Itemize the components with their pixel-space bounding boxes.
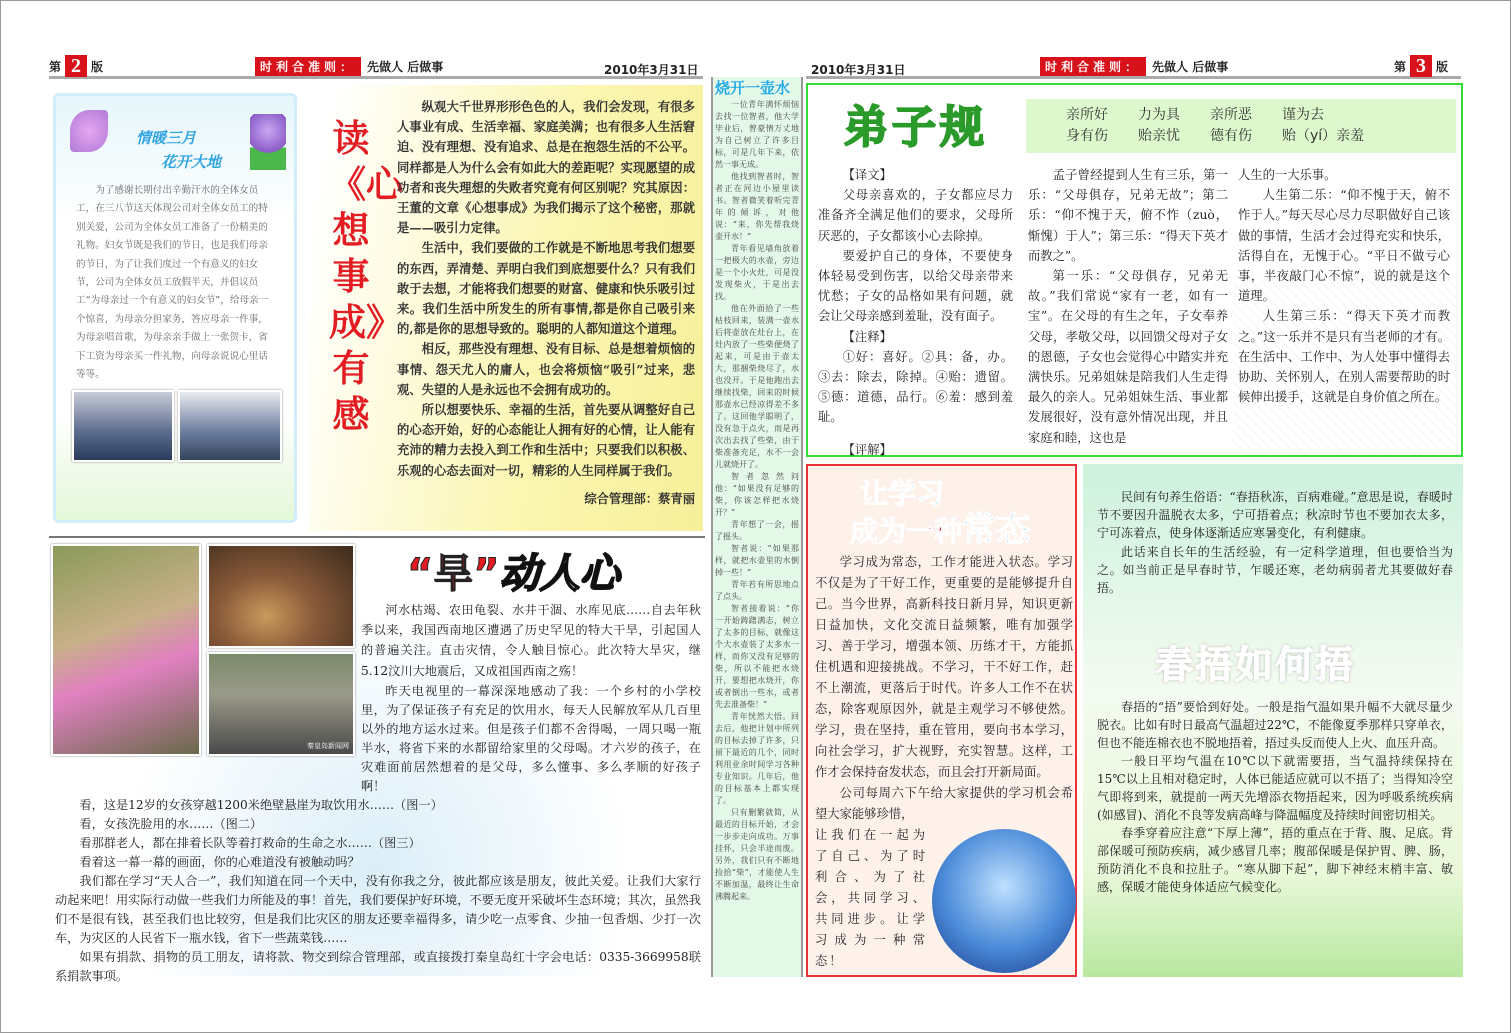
paragraph: 青年看见墙角放着一把极大的水壶，旁边是一个小火灶，可是没发现柴火，于是出去找。 — [715, 244, 799, 301]
page-number — [1394, 55, 1448, 77]
paragraph: 看，女孩洗脸用的水……（图二） — [79, 817, 263, 831]
paragraph: ①好：喜好。②具：备，办。③去：除去，除掉。④贻：遗留。⑤德：道德，品行。⑥羞：感到羞耻。 — [818, 349, 1013, 425]
paragraph: 父母亲喜欢的，子女都应尽力准备齐全满足他们的要求，父母所厌恶的，子女都该小心去除掉。 — [818, 188, 1013, 243]
issue-date: 2010年3月31日 — [604, 63, 699, 77]
paragraph: 他找到智者时，智者正在河边小屋里读书。智者微笑着听完青年的倾诉，对他说：“来，你先帮我烧壶开水！” — [715, 172, 799, 241]
title-line: 花开大地 — [161, 153, 222, 171]
womens-day-box — [53, 93, 297, 523]
paragraph: 要爱护自己的身体，不要使身体轻易受到伤害，以给父母亲带来忧愁；子女的品格如果有问题，就会让父母亲感到羞耻，没有面子。 — [818, 248, 1013, 324]
drought-body-top — [361, 600, 701, 681]
dizigui-col2 — [1028, 165, 1228, 448]
paragraph: 孟子曾经提到人生有三乐，第一乐：“父母俱存，兄弟无故”；第二乐：“仰不愧于天，俯不怍（zuò，惭愧）于人”；第三乐：“得天下英才而教之”。 — [1028, 168, 1228, 263]
paragraph: 青年恍然大悟。回去后，他把计划中所列的目标去掉了许多，只留下最近的几个，同时利用业余时间学习各种专业知识。几年后，他的目标基本上都实现了。 — [715, 712, 799, 805]
womens-day-text — [76, 182, 276, 384]
verse-phrase: 亲所好 — [1066, 107, 1108, 123]
butterfly-icon — [70, 110, 108, 152]
photo-staff-group — [178, 390, 282, 462]
verse-line — [1066, 105, 1456, 126]
verse-phrase: 贻亲忧 — [1138, 128, 1180, 144]
verse-phrase: 德有伤 — [1210, 128, 1252, 144]
paragraph: 生活中，我们要做的工作就是不断地思考我们想要的东西，弄清楚、弄明白我们到底想要什么？只有我们敢于去想，才能将我们想要的财富、健康和快乐吸引过来。我们生活中所发生的所有事情,都是你自己吸引来的,都是你的思想导致的。聪明的人都知道这个道理。 — [397, 240, 695, 337]
paragraph: 第一乐：“父母俱存，兄弟无故。”我们常说“家有一老，如有一宝”。在父母的有生之年，子女奉养父母，孝敬父母，以回馈父母对子女的恩德，子女也会觉得心中踏实并充满快乐。兄弟姐妹是陪我们人生走得最久的亲人。兄弟姐妹生活、事业都发展很好，没有意外情况出现，并且家庭和睦，这也是 — [1028, 269, 1228, 445]
title-part: 常态 — [962, 510, 1031, 550]
paragraph: 公司每周六下午给大家提供的学习机会希望大家能够珍惜， — [815, 786, 1073, 821]
paragraph: 智者说：“如果那样，就把水壶里的水倒掉一些！” — [715, 544, 799, 577]
crocus-flower-icon — [250, 114, 286, 170]
paragraph: 让我们在一起为了自己、为了时利合、为了社会，共同学习、共同进步。让学习成为一种常态！ — [815, 828, 927, 968]
verse-phrase: 亲所恶 — [1210, 107, 1252, 123]
paragraph: 昨天电视里的一幕深深地感动了我：一个乡村的小学校里，为了保证孩子有充足的饮用水，每天人民解放军从几百里以外的地方运水过来。但是孩子们都不舍得喝，一周只喝一瓶半水，将省下来的水都留给家里的父母喝。才六岁的孩子，在灾难面前居然想着的是父母，多么懂事、多么孝顺的好孩子啊！ — [361, 684, 701, 793]
paragraph: 春季穿着应注意“下厚上薄”，捂的重点在于背、腹、足底。背部保暖可预防疾病，减少感冒几率；腹部保暖是保护胃、脾、肠，预防消化不良和拉肚子。“寒从脚下起”，脚下神经末梢丰富、敏感，保暖才能使身体适应气候变化。 — [1097, 826, 1453, 894]
drought-body — [55, 682, 701, 986]
paragraph: 河水枯竭、农田龟裂、水井干涸、水库见底……自去年秋季以来，我国西南地区遭遇了历史罕见的特大干旱，引起国人的普遍关注。直击灾情，令人触目惊心。此次特大旱灾，继5.12汶川大地震后，又成祖国西南之殇！ — [361, 603, 701, 678]
dizigui-section — [806, 83, 1463, 457]
left-page-header — [49, 53, 703, 79]
paragraph: 民间有句养生俗语：“春捂秋冻，百病难碰。”意思是说，春暖时节不要因升温脱衣太多，宁可捂着点；秋凉时节也不要加衣太多，宁可冻着点，使身体逐渐适应寒暑变化，有利健康。 — [1097, 490, 1453, 541]
paragraph: 智者接着说：“你一开始踌躇满志，树立了太多的目标，就像这个大水壶装了太多水一样，而你又没有足够的柴，所以不能把水烧开，要想把水烧开，你或者倒出一些水，或者先去准备柴！” — [715, 604, 799, 709]
paragraph: 青年想了一会，摇了摇头。 — [715, 520, 799, 541]
paragraph: 纵观大千世界形形色色的人，我们会发现，有很多人事业有成、生活幸福、家庭美满；也有很多人生活窘迫、没有理想、没有追求、总是在抱怨生活的不公平。同样都是人为什么会有如此大的差距呢？实现愿望的成功者和丧失理想的失败者究竟有何区别呢？究其原因：王董的文章《心想事成》为我们揭示了这个秘密，那就是——吸引力定律。 — [397, 99, 695, 236]
boil-water-column — [711, 77, 803, 977]
right-page-header — [806, 53, 1461, 79]
title-part: 学习 — [888, 477, 945, 510]
title-part: 让 — [860, 477, 889, 510]
title-part: 成为一种 — [850, 515, 963, 548]
section-heading: 【评解】 — [842, 442, 892, 457]
title-line: 情暖三月 — [136, 129, 197, 147]
dizigui-col3 — [1238, 165, 1450, 407]
motto-text: 先做人 后做事 — [367, 60, 444, 74]
photo-staff-gift — [72, 390, 174, 462]
paragraph: 看着这一幕一幕的画面，你的心难道没有被触动吗？ — [79, 855, 360, 869]
paragraph: 一般日平均气温在10℃以下就需要捂，当气温持续保持在15℃以上且相对稳定时，人体已能适应就可以不捂了；当得知冷空气即将到来，就提前一两天先增添衣物捂起来，因为呼吸系统疾病(如感冒)、消化不良等发病高峰与降温幅度及持续时间密切相关。 — [1097, 754, 1453, 822]
study-section — [806, 464, 1077, 977]
section-heading: 【译文】 — [842, 168, 892, 182]
motto — [255, 57, 443, 76]
paragraph: 所以想要快乐、幸福的生活，首先要从调整好自己的心态开始，好的心态能让人拥有好的心情，让人能有充沛的精力去投入到工作和生活中；只要我们以积极、乐观的心态去面对一切，精彩的人生同样属于我们。 — [397, 402, 695, 478]
section-heading: 【注释】 — [842, 329, 892, 344]
study-title — [850, 476, 1031, 550]
spring-body — [1097, 698, 1453, 896]
spring-title: 春捂如何捂 — [1155, 634, 1355, 689]
dizigui-col1 — [818, 165, 1013, 460]
page-number-badge: 3 — [1410, 55, 1432, 77]
paragraph: 人生第三乐：“得天下英才而教之。”这一乐并不是只有当老师的才有。在生活中、工作中、为人处事中懂得去协助、关怀别人，在别人需要帮助的时候伸出援手，这就是自身价值之所在。 — [1238, 309, 1450, 405]
page-suffix: 版 — [91, 59, 104, 74]
essay-section — [309, 85, 703, 531]
essay-body — [397, 97, 695, 509]
dizigui-verse — [1026, 99, 1456, 153]
page-number — [49, 55, 103, 77]
photo-washing-water — [207, 544, 355, 648]
verse-phrase: 贻（yí）亲羞 — [1282, 128, 1365, 144]
page-number-badge: 2 — [65, 55, 87, 77]
paragraph: 人生的一大乐事。 — [1238, 168, 1337, 182]
verse-line — [1066, 126, 1456, 147]
page-prefix: 第 — [1394, 59, 1407, 74]
drought-title: “旱”动人心 — [407, 551, 620, 597]
paragraph: 此话来自长年的生活经验，有一定科学道理，但也要恰当为之。如当前正是早春时节，乍暖还寒，老幼病弱者尤其要做好春捂。 — [1097, 544, 1453, 596]
paragraph: 学习成为常态，工作才能进入状态。学习不仅是为了干好工作，更重要的是能够提升自己。当今世界，高新科技日新月异，知识更新日益加快，文化交流日益频繁，唯有加强学习、善于学习，增强本领、历练才干，方能抓住机遇和迎接挑战。不学习，干不好工作，赶不上潮流，更落后于时代。许多人工作不在状态，除客观原因外，就是主观学习不够使然。学习，贵在坚持，重在管用，要向书本学习，向社会学习，扩大视野，充实智慧。这样，工作才会保持奋发状态，而且会打开新局面。 — [815, 555, 1073, 779]
paragraph: 相反，那些没有理想、没有目标、总是想着烦恼的事情、怨天尤人的庸人，也会将烦恼“吸引”过来，悲观、失望的人是永远也不会拥有成功的。 — [397, 341, 695, 397]
verse-phrase: 力为具 — [1138, 107, 1180, 123]
paragraph: 我们都在学习“天人合一”，我们知道在同一个天中，没有你我之分，彼此都应该是朋友，彼此关爱。让我们大家行动起来吧！用实际行动做一些我们力所能及的事！首先，我们要保护好环境，不要无度开采破坏生态环境；其次，虽然我们不是很有钱，甚至我们也比较穷，但是我们比灾区的朋友还要幸福得多，请少吃一点零食、少抽一包香烟、少打一次车，为灾区的人民省下一瓶水钱，省下一些蔬菜钱…… — [55, 874, 701, 945]
paragraph: 他在外面拾了一些枯枝回来，装满一壶水后将壶放在灶台上，在灶内放了一些柴便烧了起来，可是由于壶太大，那捆柴烧尽了，水也没开。于是他跑出去继续找柴，回来的时候那壶水已经凉得差不多了。这回他学聪明了，没有急于点火，而是再次出去找了些柴，由于柴准备充足，水不一会儿就烧开了。 — [715, 304, 799, 469]
photo-watermark: 秦皇岛新闻网 — [307, 742, 349, 750]
womens-day-title — [136, 126, 221, 174]
verse-phrase: 谨为去 — [1282, 107, 1324, 123]
photo-study-session — [932, 829, 1076, 973]
spring-intro — [1097, 488, 1453, 597]
boil-water-body — [713, 99, 801, 903]
dizigui-title: 弟子规 — [844, 102, 988, 153]
spring-section — [1083, 464, 1463, 977]
motto-text: 先做人 后做事 — [1152, 60, 1229, 74]
page-prefix: 第 — [49, 59, 62, 74]
motto — [1040, 57, 1228, 76]
issue-date: 2010年3月31日 — [811, 63, 906, 77]
paragraph: 如果有捐款、捐物的员工朋友，请将款、物交到综合管理部，或直接拨打秦皇岛红十字会电话：0335-3669958联系捐款事项。 — [55, 950, 701, 983]
motto-tag: 时利合准则： — [1040, 57, 1146, 76]
paragraph: 人生第二乐：“仰不愧于天，俯不怍于人。”每天尽心尽力尽职做好自己该做的事情，生活才会过得充实和快乐，活得自在，无愧于心。“平日不做亏心事，半夜敲门心不惊”，说的就是这个道理。 — [1238, 188, 1450, 304]
paragraph: 智者忽然问他：“如果没有足够的柴，你该怎样把水烧开？” — [715, 472, 799, 517]
paragraph: 青年若有所思地点了点头。 — [715, 580, 799, 601]
drought-section — [49, 536, 705, 983]
paragraph: 看，这是12岁的女孩穿越1200米绝壁悬崖为取饮用水……（图一） — [79, 798, 443, 812]
essay-author: 综合管理部：蔡青丽 — [584, 490, 695, 506]
essay-title: 读《心想事成》有感 — [329, 116, 403, 436]
paragraph: 为了感谢长期付出辛勤汗水的全体女员工，在三八节这天体现公司对全体女员工的特别关爱，公司为全体女员工准备了一份精美的礼物。妇女节既是我们的节日，也是我们母亲的节日，为了让我们度过一个有意义的妇女节，公司为全体女员工放假半天，并倡议员工“为母亲过一个有意义的妇女节”，给母亲一个惊喜，为母亲分担家务，答应母亲一件事，为母亲唱首歌，为母亲亲手做上一张贺卡，省下工资为母亲买一件礼物，向母亲说说心里话等等。 — [76, 185, 269, 381]
motto-tag: 时利合准则： — [255, 57, 361, 76]
page-suffix: 版 — [1436, 59, 1449, 74]
paragraph: 春捂的“捂”要恰到好处。一般是指气温如果升幅不大就尽量少脱衣。比如有时日最高气温超过22℃，不能像夏季那样只穿单衣，但也不能连棉衣也不脱地捂着，捂过头反而使人上火、血压升高。 — [1097, 700, 1453, 750]
title-rest: 动人心 — [499, 551, 620, 597]
boil-water-title: 烧开一壶水 — [715, 79, 791, 97]
verse-phrase: 身有伤 — [1066, 128, 1108, 144]
paragraph: 看那群老人，都在排着长队等着打救命的生命之水……（图三） — [79, 836, 421, 850]
paragraph: 一位青年满怀烦恼去找一位智者，他大学毕业后，曾豪情万丈地为自己树立了许多目标，可是几年下来，依然一事无成。 — [715, 100, 799, 169]
paragraph: 只有删繁就简，从最近的目标开始，才会一步步走向成功。万事挂怀，只会半途而废。另外，我们只有不断地捡拾“柴”，才能使人生不断加温，最终让生命沸腾起来。 — [715, 808, 799, 901]
title-char: 旱 — [433, 551, 474, 597]
